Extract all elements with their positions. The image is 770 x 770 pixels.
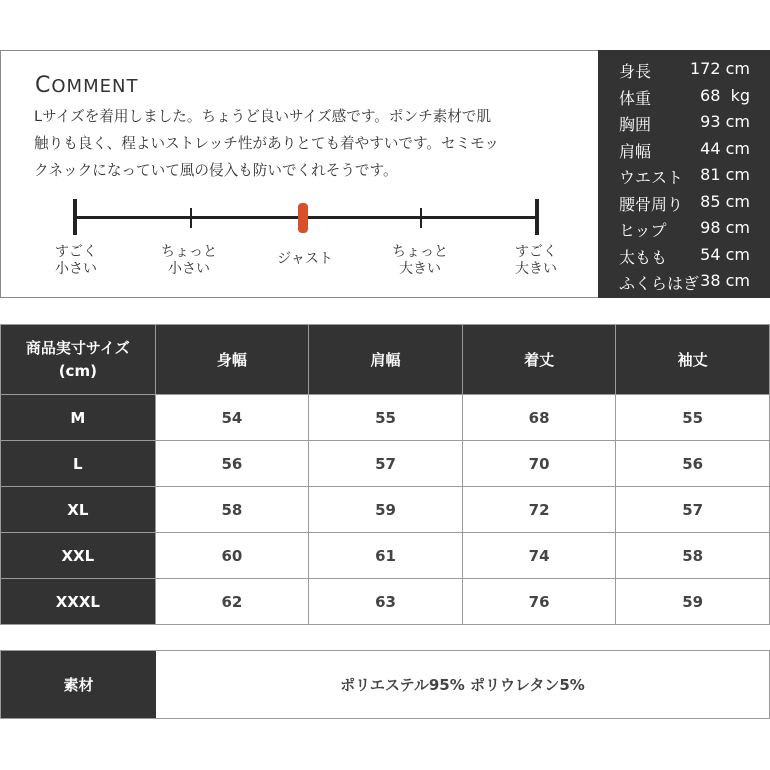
table-cell: 56 [155, 441, 309, 487]
measurement-label: 胸囲 [619, 115, 652, 134]
size-table-corner-unit: (cm) [58, 361, 97, 380]
fit-scale [41, 199, 561, 289]
table-cell: 57 [616, 487, 770, 533]
fit-label-line: 小さい [55, 261, 97, 277]
row-size-label: M [1, 395, 156, 441]
fit-label-line: すごく [55, 244, 97, 260]
fit-scale-tick [190, 208, 192, 228]
fit-scale-marker [298, 203, 308, 233]
comment-line: クネックになっていて風の侵入も防いでくれそうです。 [34, 162, 398, 179]
material-value: ポリエステル95% ポリウレタン5% [340, 676, 585, 694]
fit-label-very-large [496, 244, 576, 278]
table-cell: 56 [616, 441, 770, 487]
fit-label-very-small [36, 244, 116, 278]
table-row [1, 533, 770, 579]
table-cell: 60 [155, 533, 309, 579]
size-table-corner-title: 商品実寸サイズ [25, 338, 130, 357]
measurement-row [598, 139, 770, 165]
measurement-value: 93 cm [700, 112, 750, 131]
table-cell: 68 [462, 395, 616, 441]
table-cell: 59 [309, 487, 463, 533]
fit-scale-end-left [73, 199, 77, 235]
fit-label-line: すごく [515, 244, 557, 260]
table-cell: 74 [462, 533, 616, 579]
table-cell: 72 [462, 487, 616, 533]
table-cell: 70 [462, 441, 616, 487]
measurement-value: 172 cm [689, 59, 750, 78]
size-table-header-row [1, 325, 770, 395]
row-size-label: XXXL [1, 579, 156, 625]
table-row [1, 441, 770, 487]
model-measurements [598, 50, 770, 298]
fit-label-line: 大きい [515, 261, 557, 277]
table-cell: 54 [155, 395, 309, 441]
column-header: 身幅 [155, 325, 309, 395]
measurement-row [598, 86, 770, 112]
measurement-value: 54 cm [700, 245, 750, 264]
row-size-label: XXL [1, 533, 156, 579]
table-cell: 76 [462, 579, 616, 625]
measurement-value: 68 kg [700, 86, 750, 105]
measurement-label: 身長 [619, 62, 652, 81]
measurement-value: 38 cm [700, 271, 750, 290]
comment-line: 触りも良く、程よいストレッチ性がありとても着やすいです。セミモッ [34, 135, 499, 152]
fit-label-line: 小さい [168, 261, 210, 277]
measurement-value: 44 cm [700, 139, 750, 158]
measurement-label: ヒップ [619, 221, 667, 240]
measurement-label: ふくらはぎ [619, 274, 700, 293]
measurement-row [598, 165, 770, 191]
table-row [1, 579, 770, 625]
measurement-row [598, 59, 770, 85]
fit-label-line: ちょっと [392, 244, 448, 260]
measurement-label: 腰骨周り [619, 195, 684, 214]
measurement-row [598, 245, 770, 271]
fit-scale-end-right [535, 199, 539, 235]
fit-label-just [265, 251, 345, 268]
comment-title-rest: OMMENT [51, 76, 139, 97]
measurement-row [598, 192, 770, 218]
table-cell: 55 [616, 395, 770, 441]
measurement-row [598, 271, 770, 297]
measurement-row [598, 218, 770, 244]
column-header: 着丈 [462, 325, 616, 395]
fit-label-line: 大きい [399, 261, 441, 277]
size-table-corner [1, 325, 156, 395]
table-cell: 57 [309, 441, 463, 487]
fit-label-slightly-small [149, 244, 229, 278]
table-cell: 58 [616, 533, 770, 579]
comment-section [0, 50, 598, 298]
table-cell: 61 [309, 533, 463, 579]
measurement-value: 81 cm [700, 165, 750, 184]
fit-label-line: ジャスト [277, 251, 333, 267]
measurement-label: 体重 [619, 89, 652, 108]
material-label: 素材 [1, 651, 156, 718]
measurement-label: 肩幅 [619, 142, 652, 161]
table-cell: 55 [309, 395, 463, 441]
measurement-row [598, 112, 770, 138]
measurement-label: ウエスト [619, 168, 684, 187]
column-header: 肩幅 [309, 325, 463, 395]
table-row [1, 395, 770, 441]
row-size-label: L [1, 441, 156, 487]
material-section [0, 650, 770, 719]
comment-title [35, 73, 138, 98]
comment-line: Lサイズを着用しました。ちょうど良いサイズ感です。ポンチ素材で肌 [34, 108, 492, 125]
table-cell: 59 [616, 579, 770, 625]
row-size-label: XL [1, 487, 156, 533]
fit-scale-tick [420, 208, 422, 228]
table-cell: 62 [155, 579, 309, 625]
measurement-value: 98 cm [700, 218, 750, 237]
table-cell: 58 [155, 487, 309, 533]
size-table [0, 324, 770, 625]
table-cell: 63 [309, 579, 463, 625]
column-header: 袖丈 [616, 325, 770, 395]
table-row [1, 487, 770, 533]
comment-title-initial: C [35, 73, 52, 98]
fit-label-line: ちょっと [161, 244, 217, 260]
comment-text [34, 103, 586, 184]
measurement-value: 85 cm [700, 192, 750, 211]
fit-label-slightly-large [380, 244, 460, 278]
measurement-label: 太もも [619, 248, 668, 267]
